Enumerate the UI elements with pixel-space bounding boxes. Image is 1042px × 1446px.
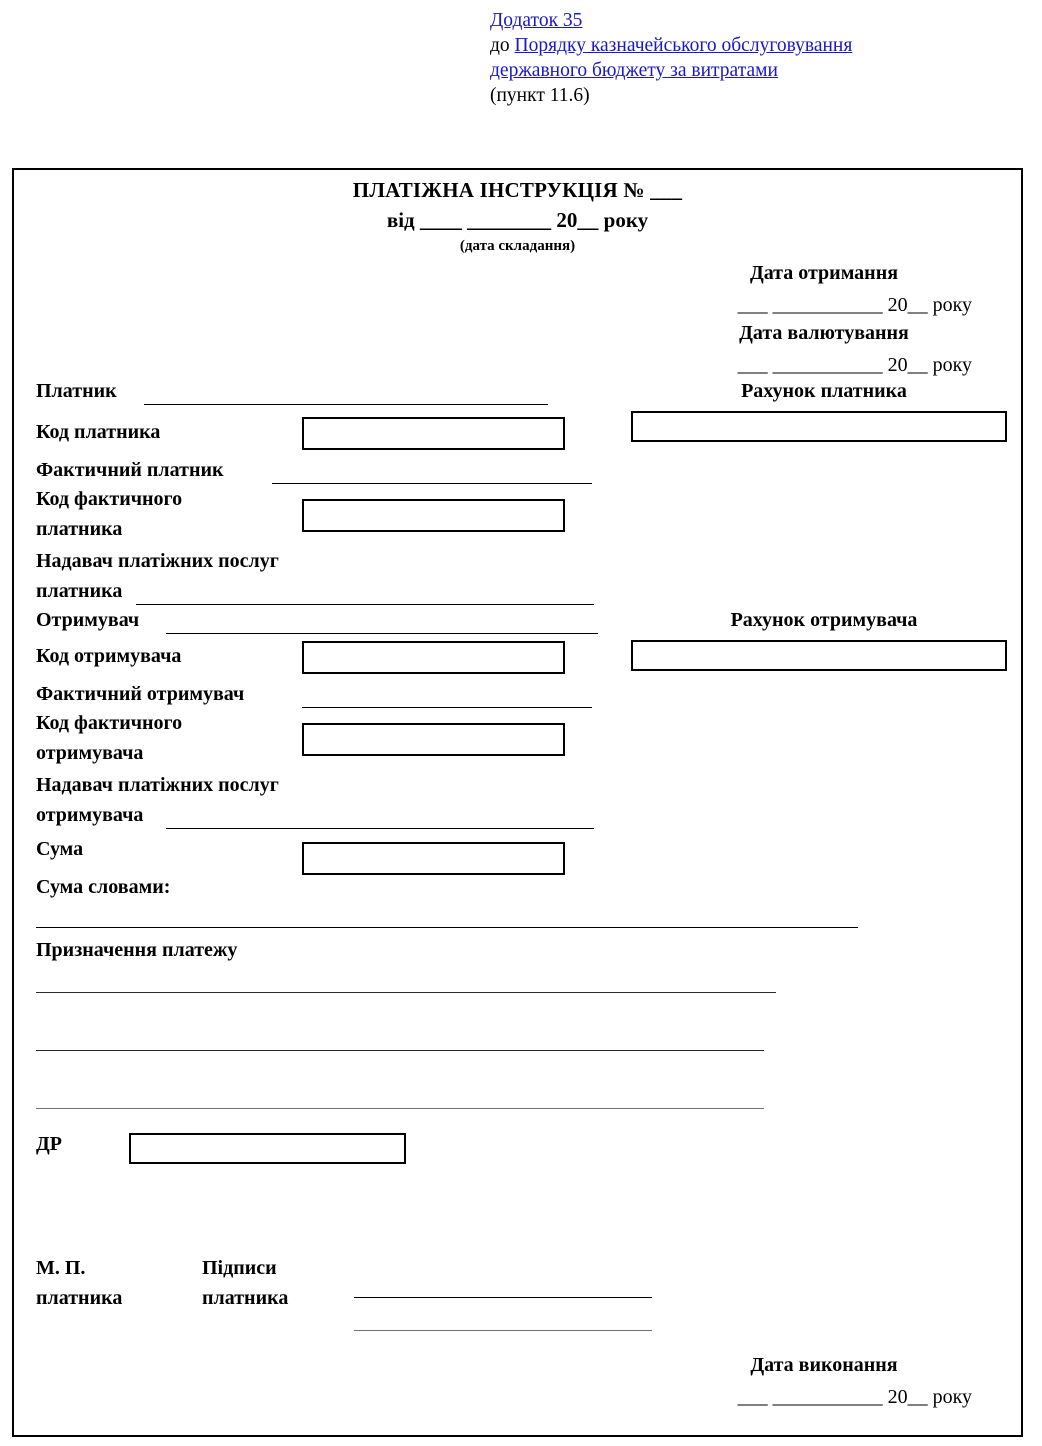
form-title: ПЛАТІЖНА ІНСТРУКЦІЯ № ___ [352, 178, 683, 202]
recipient-code-box[interactable] [302, 641, 565, 674]
recipient-provider-label-line1: Надавач платіжних послуг [36, 774, 279, 796]
amount-words-rule[interactable] [36, 927, 858, 928]
actual-payer-code-label-line1: Код фактичного [36, 488, 183, 510]
actual-payer-input-rule[interactable] [272, 483, 592, 484]
execution-date-value[interactable]: ___ ___________ 20__ року [737, 1386, 972, 1408]
actual-recipient-input-rule[interactable] [302, 707, 592, 708]
actual-recipient-label: Фактичний отримувач [36, 683, 245, 705]
payer-provider-label-line2: платника [36, 580, 123, 602]
signatures-label-line1: Підписи [202, 1257, 277, 1279]
payment-instruction-form [12, 168, 1023, 1437]
value-date-label: Дата валютування [739, 322, 909, 344]
order-reference-line-1: Порядку казначейського обслуговування [514, 35, 853, 56]
recipient-input-rule[interactable] [166, 633, 598, 634]
payer-code-box[interactable] [302, 417, 565, 450]
order-reference-row-2 [490, 58, 1010, 83]
appendix-number-row [490, 8, 1010, 33]
order-reference-prefix: до [490, 35, 510, 56]
order-reference-line-2: державного бюджету за витратами [490, 60, 778, 81]
recipient-provider-input-rule[interactable] [166, 828, 594, 829]
actual-recipient-code-label-line2: отримувача [36, 742, 144, 764]
payer-account-label: Рахунок платника [741, 380, 907, 402]
recipient-code-label: Код отримувача [36, 645, 182, 667]
signature-rule-1[interactable] [354, 1297, 652, 1298]
purpose-rule-1[interactable] [36, 992, 776, 993]
payer-provider-input-rule[interactable] [136, 604, 594, 605]
purpose-rule-3[interactable] [36, 1108, 764, 1109]
stamp-label-line1: М. П. [36, 1257, 86, 1279]
stamp-label-line2: платника [36, 1287, 123, 1309]
recipient-provider-label-line2: отримувача [36, 804, 144, 826]
form-date-note: (дата складання) [459, 238, 576, 254]
order-reference-row [490, 33, 1010, 58]
payer-code-label: Код платника [36, 421, 161, 443]
actual-recipient-code-label-line1: Код фактичного [36, 712, 183, 734]
purpose-label: Призначення платежу [36, 939, 238, 961]
form-date-line: від ____ ________ 20__ року [386, 208, 649, 232]
actual-payer-label: Фактичний платник [36, 459, 224, 481]
signatures-label-line2: платника [202, 1287, 289, 1309]
recipient-label: Отримувач [36, 609, 140, 631]
receipt-date-label: Дата отримання [749, 262, 899, 284]
signature-rule-2[interactable] [354, 1330, 652, 1331]
actual-payer-code-box[interactable] [302, 499, 565, 532]
value-date-value[interactable]: ___ ___________ 20__ року [737, 354, 972, 376]
clause-reference-row [490, 83, 1010, 108]
amount-words-label: Сума словами: [36, 876, 171, 898]
dr-box[interactable] [129, 1133, 406, 1164]
payer-provider-label-line1: Надавач платіжних послуг [36, 550, 279, 572]
recipient-account-label: Рахунок отримувача [730, 609, 918, 631]
payer-account-box[interactable] [631, 411, 1007, 442]
amount-box[interactable] [302, 842, 565, 875]
appendix-number: Додаток 35 [490, 10, 583, 31]
purpose-rule-2[interactable] [36, 1050, 764, 1051]
dr-label: ДР [36, 1133, 62, 1155]
execution-date-label: Дата виконання [750, 1354, 898, 1376]
payer-input-rule[interactable] [144, 404, 548, 405]
amount-label: Сума [36, 838, 84, 860]
actual-recipient-code-box[interactable] [302, 723, 565, 756]
document-reference-block [490, 8, 1010, 108]
receipt-date-value[interactable]: ___ ___________ 20__ року [737, 294, 972, 316]
payer-label: Платник [36, 380, 117, 402]
actual-payer-code-label-line2: платника [36, 518, 123, 540]
clause-reference: (пункт 11.6) [490, 85, 590, 106]
recipient-account-box[interactable] [631, 640, 1007, 671]
